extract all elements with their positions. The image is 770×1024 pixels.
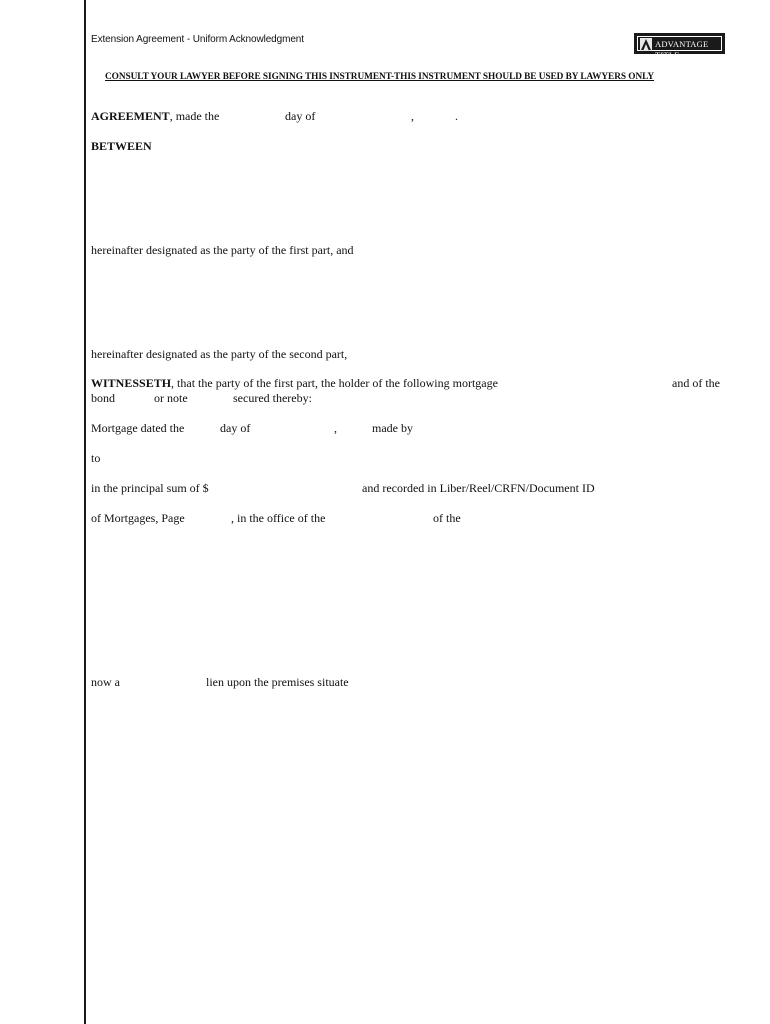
mortgage-dated-text: Mortgage dated the (91, 421, 185, 435)
witnesseth-line (91, 376, 498, 390)
and-of-the-text: and of the (672, 376, 720, 390)
witnesseth-text: , that the party of the first part, the holder of the following mortgage (171, 376, 498, 390)
recorded-in-text: and recorded in Liber/Reel/CRFN/Document ID (362, 481, 595, 495)
mortgage-comma: , (334, 421, 337, 435)
agreement-period: . (455, 109, 458, 123)
of-the-text: of the (433, 511, 461, 525)
made-by-text: made by (372, 421, 413, 435)
lawyer-warning: CONSULT YOUR LAWYER BEFORE SIGNING THIS INSTRUMENT-THIS INSTRUMENT SHOULD BE USED BY LAWYERS ONLY (105, 72, 655, 82)
secured-thereby-text: secured thereby: (233, 391, 312, 405)
to-text: to (91, 451, 101, 465)
document-title: Extension Agreement - Uniform Acknowledgment (91, 34, 304, 45)
or-note-text: or note (154, 391, 188, 405)
agreement-comma: , (411, 109, 414, 123)
agreement-day-of: day of (285, 109, 316, 123)
lien-upon-text: lien upon the premises situate (206, 675, 349, 689)
witnesseth-heading: WITNESSETH (91, 376, 172, 390)
mortgages-page-text: of Mortgages, Page (91, 511, 185, 525)
office-of-text: , in the office of the (231, 511, 326, 525)
between-heading: BETWEEN (91, 139, 152, 153)
agreement-made-text: , made the (169, 109, 220, 123)
advantage-title-logo (634, 33, 725, 60)
agreement-line (91, 109, 219, 123)
now-a-text: now a (91, 675, 120, 689)
principal-sum-text: in the principal sum of $ (91, 481, 209, 495)
logo-mark-icon (640, 38, 652, 51)
mortgage-day-of: day of (220, 421, 251, 435)
bond-text: bond (91, 391, 115, 405)
first-party-text: hereinafter designated as the party of the first part, and (91, 243, 354, 257)
second-party-text: hereinafter designated as the party of the second part, (91, 347, 348, 361)
agreement-heading: AGREEMENT (91, 109, 170, 123)
logo-text: ADVANTAGE TITLE (655, 39, 709, 60)
left-margin-rule (84, 0, 86, 1024)
